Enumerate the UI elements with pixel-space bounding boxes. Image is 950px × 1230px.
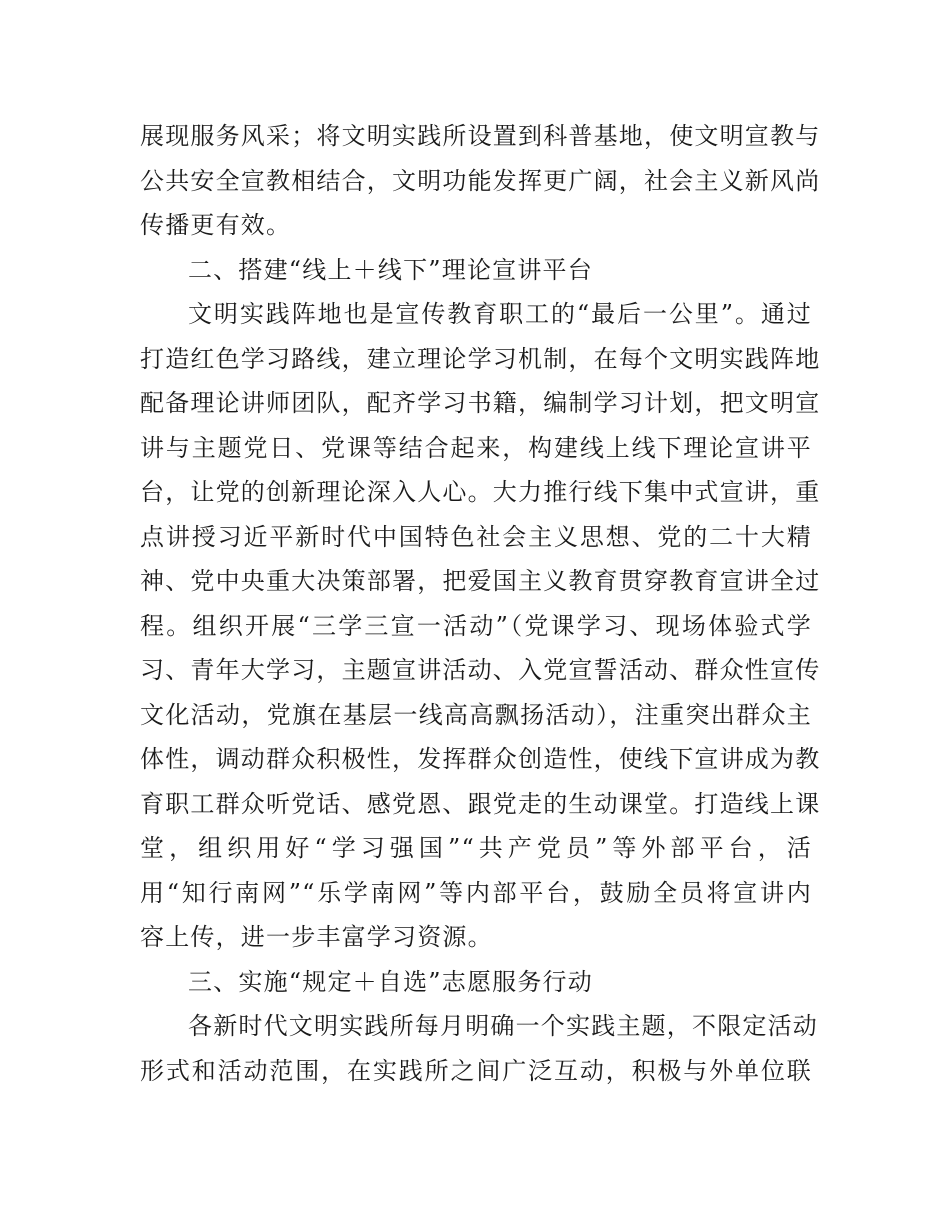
text-line: 各新时代文明实践所每月明确一个实践主题，不限定活动 [188,1012,818,1040]
text-line: 文化活动，党旗在基层一线高高飘扬活动），注重突出群众主 [140,700,812,729]
text-line: 堂，组织用好“学习强国”“共产党员”等外部平台，活 [140,834,812,862]
text-line: 形式和活动范围，在实践所之间广泛互动，积极与外单位联 [140,1056,812,1085]
text-line: 展现服务风采；将文明实践所设置到科普基地，使文明宣教与 [140,122,821,150]
text-line: 文明实践阵地也是宣传教育职工的“最后一公里”。通过 [188,300,812,328]
text-line: 讲与主题党日、党课等结合起来，构建线上线下理论宣讲平 [140,433,812,462]
section-heading-3 [140,960,812,1005]
heading-text: 三、实施“规定＋自选”志愿服务行动 [188,967,593,996]
text-line: 育职工群众听党话、感党恩、跟党走的生动课堂。打造线上课 [140,789,821,818]
heading-text: 二、搭建“线上＋线下”理论宣讲平台 [188,255,593,284]
text-line: 台，让党的创新理论深入人心。大力推行线下集中式宣讲，重 [140,478,821,506]
text-line: 神、党中央重大决策部署，把爱国主义教育贯穿教育宣讲全过 [140,567,821,595]
text-line: 体性，调动群众积极性，发挥群众创造性，使线下宣讲成为教 [140,745,821,773]
text-line: 打造红色学习路线，建立理论学习机制，在每个文明实践阵地 [140,344,821,373]
text-line: 配备理论讲师团队，配齐学习书籍，编制学习计划，把文明宣 [140,389,821,417]
paragraph-continued [140,114,821,248]
text-line: 点讲授习近平新时代中国特色社会主义思想、党的二十大精 [140,522,812,551]
text-line: 程。组织开展“三学三宣一活动”（党课学习、现场体验式学 [140,611,812,640]
paragraph-section-2 [140,292,821,960]
text-line: 公共安全宣教相结合，文明功能发挥更广阔，社会主义新风尚 [140,166,821,195]
text-line: 容上传，进一步丰富学习资源。 [140,923,493,951]
section-heading-2 [140,248,812,293]
paragraph-section-3 [140,1004,818,1093]
document-body [140,114,821,1093]
text-line: 传播更有效。 [140,211,292,239]
text-line: 用“知行南网”“乐学南网”等内部平台，鼓励全员将宣讲内 [140,878,812,907]
text-line: 习、青年大学习，主题宣讲活动、入党宣誓活动、群众性宣传 [140,656,821,684]
